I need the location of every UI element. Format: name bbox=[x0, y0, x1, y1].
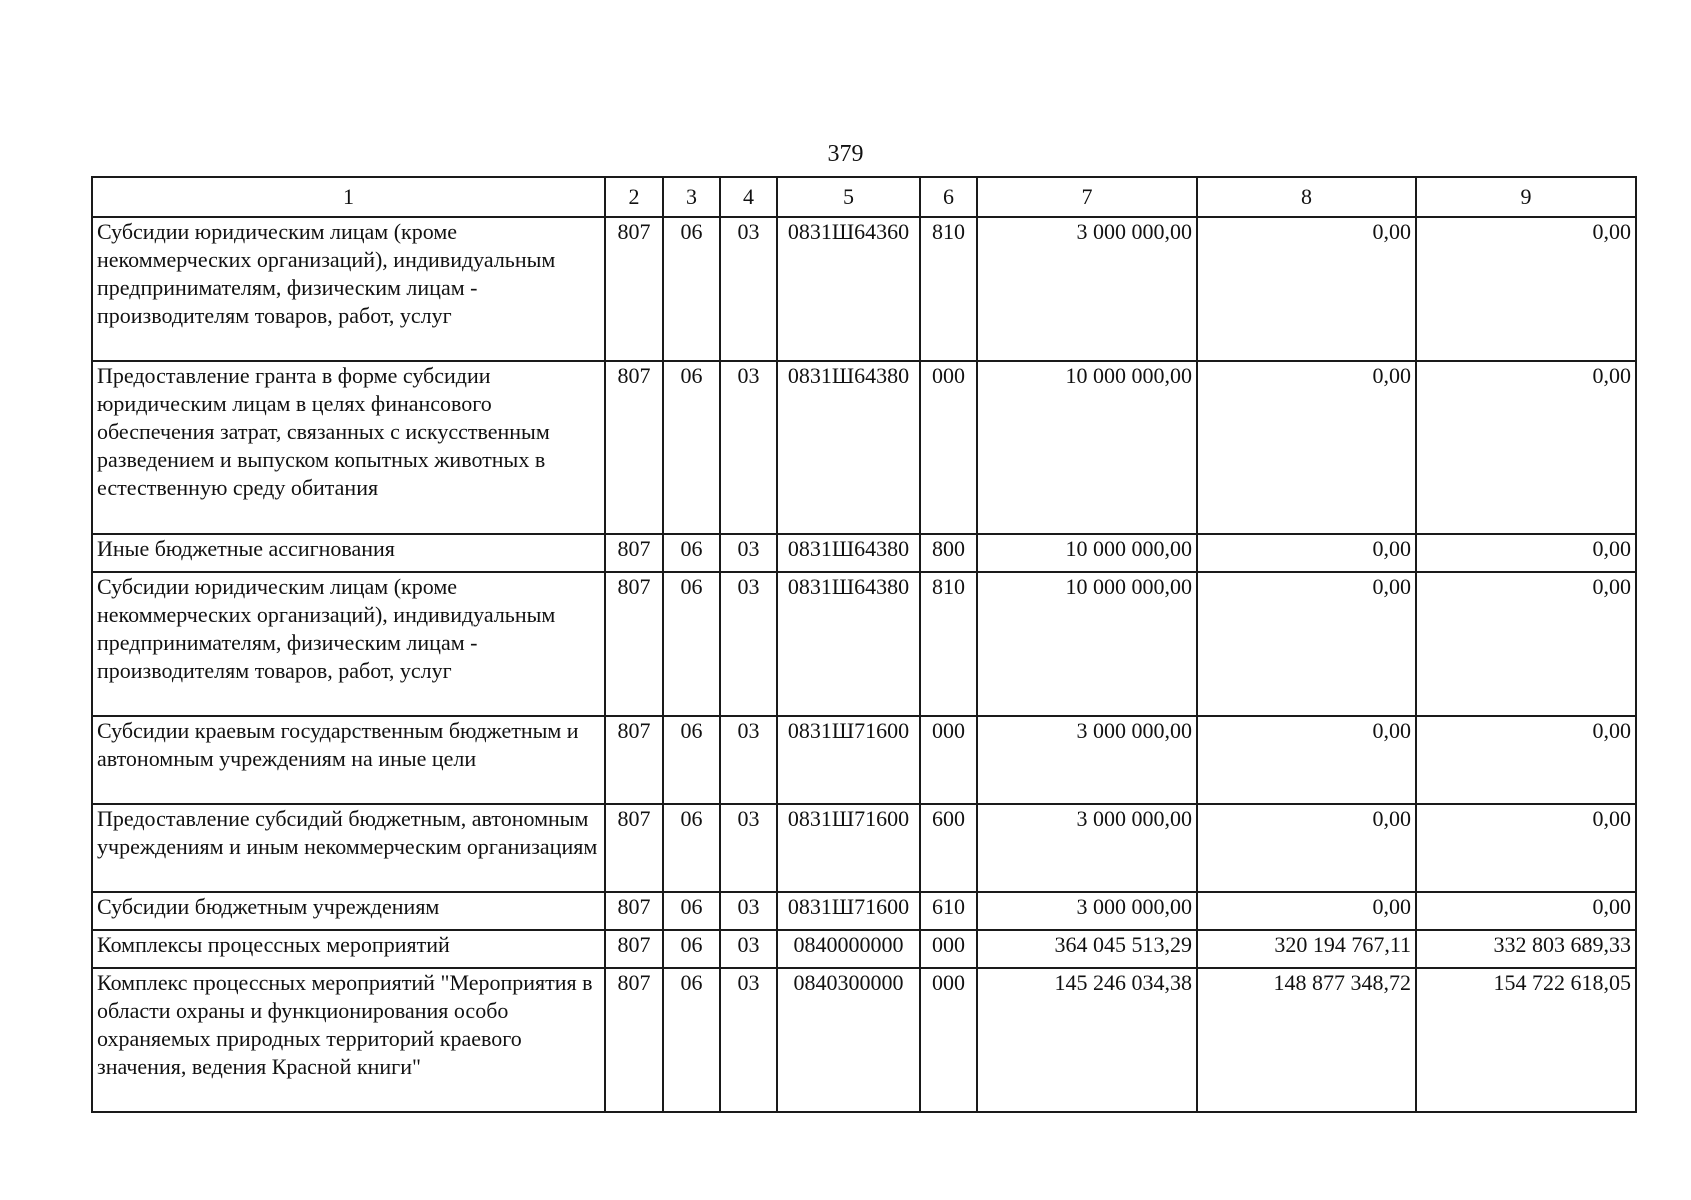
row-subsection-code: 03 bbox=[720, 572, 777, 716]
header-col-4: 4 bbox=[720, 177, 777, 217]
header-col-3: 3 bbox=[663, 177, 720, 217]
row-amount-col-7: 10 000 000,00 bbox=[977, 534, 1197, 572]
row-target-code: 0840000000 bbox=[777, 930, 920, 968]
row-ministry-code: 807 bbox=[605, 930, 663, 968]
row-amount-col-8: 0,00 bbox=[1197, 361, 1416, 534]
row-target-code: 0831Ш71600 bbox=[777, 892, 920, 930]
row-expense-type-code: 000 bbox=[920, 361, 977, 534]
row-name: Субсидии юридическим лицам (кроме некоммерческих организаций), индивидуальным предпринимателям, физическим лицам - производителям товаров, работ, услуг bbox=[92, 572, 605, 716]
row-subsection-code: 03 bbox=[720, 804, 777, 892]
row-amount-col-9: 0,00 bbox=[1416, 361, 1636, 534]
header-col-7: 7 bbox=[977, 177, 1197, 217]
row-amount-col-8: 148 877 348,72 bbox=[1197, 968, 1416, 1112]
table-row bbox=[92, 804, 1636, 892]
table-row bbox=[92, 968, 1636, 1112]
row-amount-col-9: 0,00 bbox=[1416, 534, 1636, 572]
row-section-code: 06 bbox=[663, 361, 720, 534]
row-amount-col-8: 0,00 bbox=[1197, 892, 1416, 930]
row-ministry-code: 807 bbox=[605, 968, 663, 1112]
table-header-row bbox=[92, 177, 1636, 217]
row-expense-type-code: 610 bbox=[920, 892, 977, 930]
row-amount-col-8: 0,00 bbox=[1197, 572, 1416, 716]
row-amount-col-7: 3 000 000,00 bbox=[977, 804, 1197, 892]
row-expense-type-code: 000 bbox=[920, 968, 977, 1112]
row-section-code: 06 bbox=[663, 572, 720, 716]
table-row bbox=[92, 716, 1636, 804]
row-amount-col-9: 154 722 618,05 bbox=[1416, 968, 1636, 1112]
budget-table bbox=[91, 176, 1637, 1113]
row-section-code: 06 bbox=[663, 968, 720, 1112]
table-row bbox=[92, 892, 1636, 930]
row-expense-type-code: 810 bbox=[920, 572, 977, 716]
header-col-8: 8 bbox=[1197, 177, 1416, 217]
row-amount-col-9: 0,00 bbox=[1416, 572, 1636, 716]
row-target-code: 0831Ш71600 bbox=[777, 716, 920, 804]
row-name: Предоставление гранта в форме субсидии юридическим лицам в целях финансового обеспечения затрат, связанных с искусственным разведением и выпуском копытных животных в естественную среду обитания bbox=[92, 361, 605, 534]
row-name: Комплексы процессных мероприятий bbox=[92, 930, 605, 968]
row-amount-col-9: 0,00 bbox=[1416, 217, 1636, 361]
table-row bbox=[92, 572, 1636, 716]
row-amount-col-9: 0,00 bbox=[1416, 892, 1636, 930]
row-target-code: 0831Ш64380 bbox=[777, 572, 920, 716]
row-name: Субсидии бюджетным учреждениям bbox=[92, 892, 605, 930]
row-section-code: 06 bbox=[663, 930, 720, 968]
row-amount-col-7: 10 000 000,00 bbox=[977, 572, 1197, 716]
row-amount-col-9: 0,00 bbox=[1416, 716, 1636, 804]
row-target-code: 0831Ш71600 bbox=[777, 804, 920, 892]
row-section-code: 06 bbox=[663, 804, 720, 892]
row-section-code: 06 bbox=[663, 534, 720, 572]
page-number: 379 bbox=[827, 141, 864, 167]
row-amount-col-8: 0,00 bbox=[1197, 804, 1416, 892]
row-amount-col-8: 320 194 767,11 bbox=[1197, 930, 1416, 968]
row-subsection-code: 03 bbox=[720, 716, 777, 804]
header-col-2: 2 bbox=[605, 177, 663, 217]
row-amount-col-7: 10 000 000,00 bbox=[977, 361, 1197, 534]
row-subsection-code: 03 bbox=[720, 968, 777, 1112]
row-ministry-code: 807 bbox=[605, 361, 663, 534]
row-name: Субсидии юридическим лицам (кроме некоммерческих организаций), индивидуальным предпринимателям, физическим лицам - производителям товаров, работ, услуг bbox=[92, 217, 605, 361]
row-name: Комплекс процессных мероприятий "Мероприятия в области охраны и функционирования особо охраняемых природных территорий краевого значения, ведения Красной книги" bbox=[92, 968, 605, 1112]
header-col-9: 9 bbox=[1416, 177, 1636, 217]
row-subsection-code: 03 bbox=[720, 534, 777, 572]
row-name: Предоставление субсидий бюджетным, автономным учреждениям и иным некоммерческим организациям bbox=[92, 804, 605, 892]
row-ministry-code: 807 bbox=[605, 804, 663, 892]
row-expense-type-code: 810 bbox=[920, 217, 977, 361]
table-row bbox=[92, 930, 1636, 968]
row-expense-type-code: 600 bbox=[920, 804, 977, 892]
row-expense-type-code: 800 bbox=[920, 534, 977, 572]
row-subsection-code: 03 bbox=[720, 892, 777, 930]
row-target-code: 0840300000 bbox=[777, 968, 920, 1112]
row-expense-type-code: 000 bbox=[920, 930, 977, 968]
row-target-code: 0831Ш64360 bbox=[777, 217, 920, 361]
row-amount-col-8: 0,00 bbox=[1197, 716, 1416, 804]
row-amount-col-8: 0,00 bbox=[1197, 217, 1416, 361]
row-name: Иные бюджетные ассигнования bbox=[92, 534, 605, 572]
row-section-code: 06 bbox=[663, 892, 720, 930]
row-amount-col-7: 364 045 513,29 bbox=[977, 930, 1197, 968]
row-amount-col-9: 0,00 bbox=[1416, 804, 1636, 892]
row-amount-col-9: 332 803 689,33 bbox=[1416, 930, 1636, 968]
row-ministry-code: 807 bbox=[605, 572, 663, 716]
row-expense-type-code: 000 bbox=[920, 716, 977, 804]
row-name: Субсидии краевым государственным бюджетным и автономным учреждениям на иные цели bbox=[92, 716, 605, 804]
table-row bbox=[92, 534, 1636, 572]
header-col-1: 1 bbox=[92, 177, 605, 217]
row-target-code: 0831Ш64380 bbox=[777, 361, 920, 534]
row-ministry-code: 807 bbox=[605, 534, 663, 572]
row-target-code: 0831Ш64380 bbox=[777, 534, 920, 572]
row-subsection-code: 03 bbox=[720, 361, 777, 534]
row-amount-col-8: 0,00 bbox=[1197, 534, 1416, 572]
row-ministry-code: 807 bbox=[605, 716, 663, 804]
row-subsection-code: 03 bbox=[720, 930, 777, 968]
table-row bbox=[92, 217, 1636, 361]
row-section-code: 06 bbox=[663, 716, 720, 804]
row-amount-col-7: 145 246 034,38 bbox=[977, 968, 1197, 1112]
row-ministry-code: 807 bbox=[605, 892, 663, 930]
row-section-code: 06 bbox=[663, 217, 720, 361]
header-col-5: 5 bbox=[777, 177, 920, 217]
row-amount-col-7: 3 000 000,00 bbox=[977, 716, 1197, 804]
row-amount-col-7: 3 000 000,00 bbox=[977, 892, 1197, 930]
row-subsection-code: 03 bbox=[720, 217, 777, 361]
table-row bbox=[92, 361, 1636, 534]
row-amount-col-7: 3 000 000,00 bbox=[977, 217, 1197, 361]
row-ministry-code: 807 bbox=[605, 217, 663, 361]
header-col-6: 6 bbox=[920, 177, 977, 217]
